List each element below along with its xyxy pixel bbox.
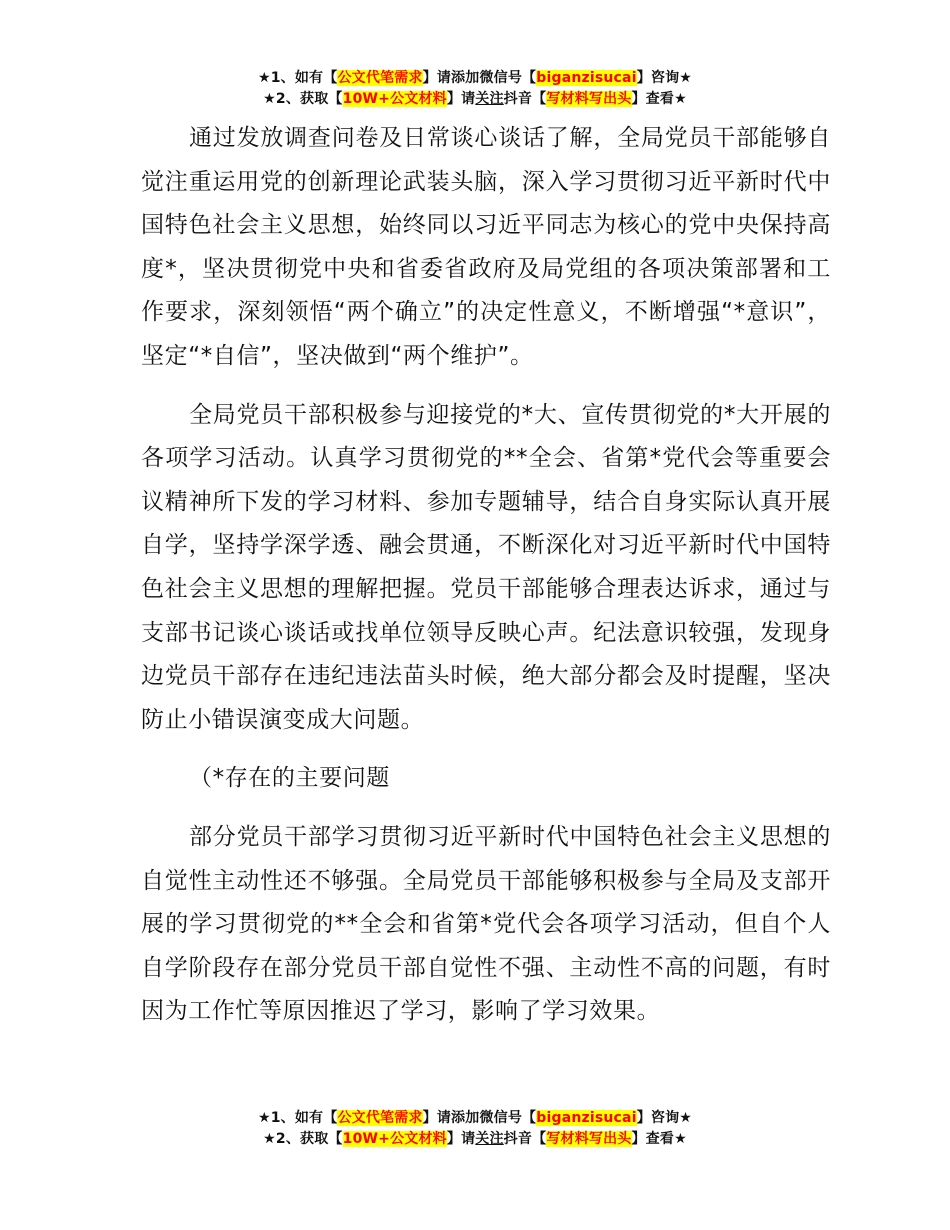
banner-text: ★1、如有【 xyxy=(257,70,338,86)
banner-text: 】请添加微信号【 xyxy=(422,1110,537,1126)
banner-text: 】请 xyxy=(446,1131,476,1147)
section-heading: （*存在的主要问题 xyxy=(189,765,390,792)
document-body xyxy=(141,117,831,1034)
highlight-service: 公文代笔需求 xyxy=(337,70,423,86)
highlight-douyin: 写材料写出头 xyxy=(546,1131,632,1147)
paragraph-1: 通过发放调查问卷及日常谈心谈话了解，全局党员干部能够自觉注重运用党的创新理论武装头脑，深入学习贯彻习近平新时代中国特色社会主义思想，始终同以习近平同志为核心的党中央保持高度*，坚决贯彻党中央和省委省政府及局党组的各项决策部署和工作要求，深刻领悟“两个确立”的决定性意义，不断增强“*意识”，坚定“*自信”，坚决做到“两个维护”。 xyxy=(141,125,831,369)
banner-text: 】咨询★ xyxy=(636,1110,693,1126)
banner-line-2 xyxy=(0,1129,950,1150)
banner-text: 】请 xyxy=(446,91,476,107)
banner-text: ★2、获取【 xyxy=(263,1131,343,1147)
banner-text: 抖音【 xyxy=(503,91,547,107)
paragraph-2: 全局党员干部积极参与迎接党的*大、宣传贯彻党的*大开展的各项学习活动。认真学习贯彻党的**全会、省第*党代会等重要会议精神所下发的学习材料、参加专题辅导，结合自身实际认真开展自学，坚持学深学透、融会贯通，不断深化对习近平新时代中国特色社会主义思想的理解把握。党员干部能够合理表达诉求，通过与支部书记谈心谈话或找单位领导反映心声。纪法意识较强，发现身边党员干部存在违纪违法苗头时候，绝大部分都会及时提醒，坚决防止小错误演变成大问题。 xyxy=(141,401,831,733)
highlight-wechat-id: biganzisucai xyxy=(536,70,637,86)
footer-banner xyxy=(0,1108,950,1150)
banner-text: ★1、如有【 xyxy=(257,1110,338,1126)
underlined-follow: 关注 xyxy=(475,1131,504,1147)
banner-text: 抖音【 xyxy=(503,1131,547,1147)
banner-line-1 xyxy=(0,1108,950,1129)
banner-text: 】咨询★ xyxy=(636,70,693,86)
highlight-materials: 10W+公文材料 xyxy=(342,91,447,107)
banner-line-2 xyxy=(0,89,950,110)
highlight-service: 公文代笔需求 xyxy=(337,1110,423,1126)
paragraph-3: 部分党员干部学习贯彻习近平新时代中国特色社会主义思想的自觉性主动性还不够强。全局党员干部能够积极参与全局及支部开展的学习贯彻党的**全会和省第*党代会各项学习活动，但自个人自学阶段存在部分党员干部自觉性不强、主动性不高的问题，有时因为工作忙等原因推迟了学习，影响了学习效果。 xyxy=(141,823,831,1025)
highlight-douyin: 写材料写出头 xyxy=(546,91,632,107)
banner-text: 】查看★ xyxy=(631,91,687,107)
banner-text: 】请添加微信号【 xyxy=(422,70,537,86)
highlight-wechat-id: biganzisucai xyxy=(536,1110,637,1126)
banner-text: 】查看★ xyxy=(631,1131,687,1147)
highlight-materials: 10W+公文材料 xyxy=(342,1131,447,1147)
underlined-follow: 关注 xyxy=(475,91,504,107)
banner-line-1 xyxy=(0,68,950,89)
header-banner xyxy=(0,68,950,110)
banner-text: ★2、获取【 xyxy=(263,91,343,107)
